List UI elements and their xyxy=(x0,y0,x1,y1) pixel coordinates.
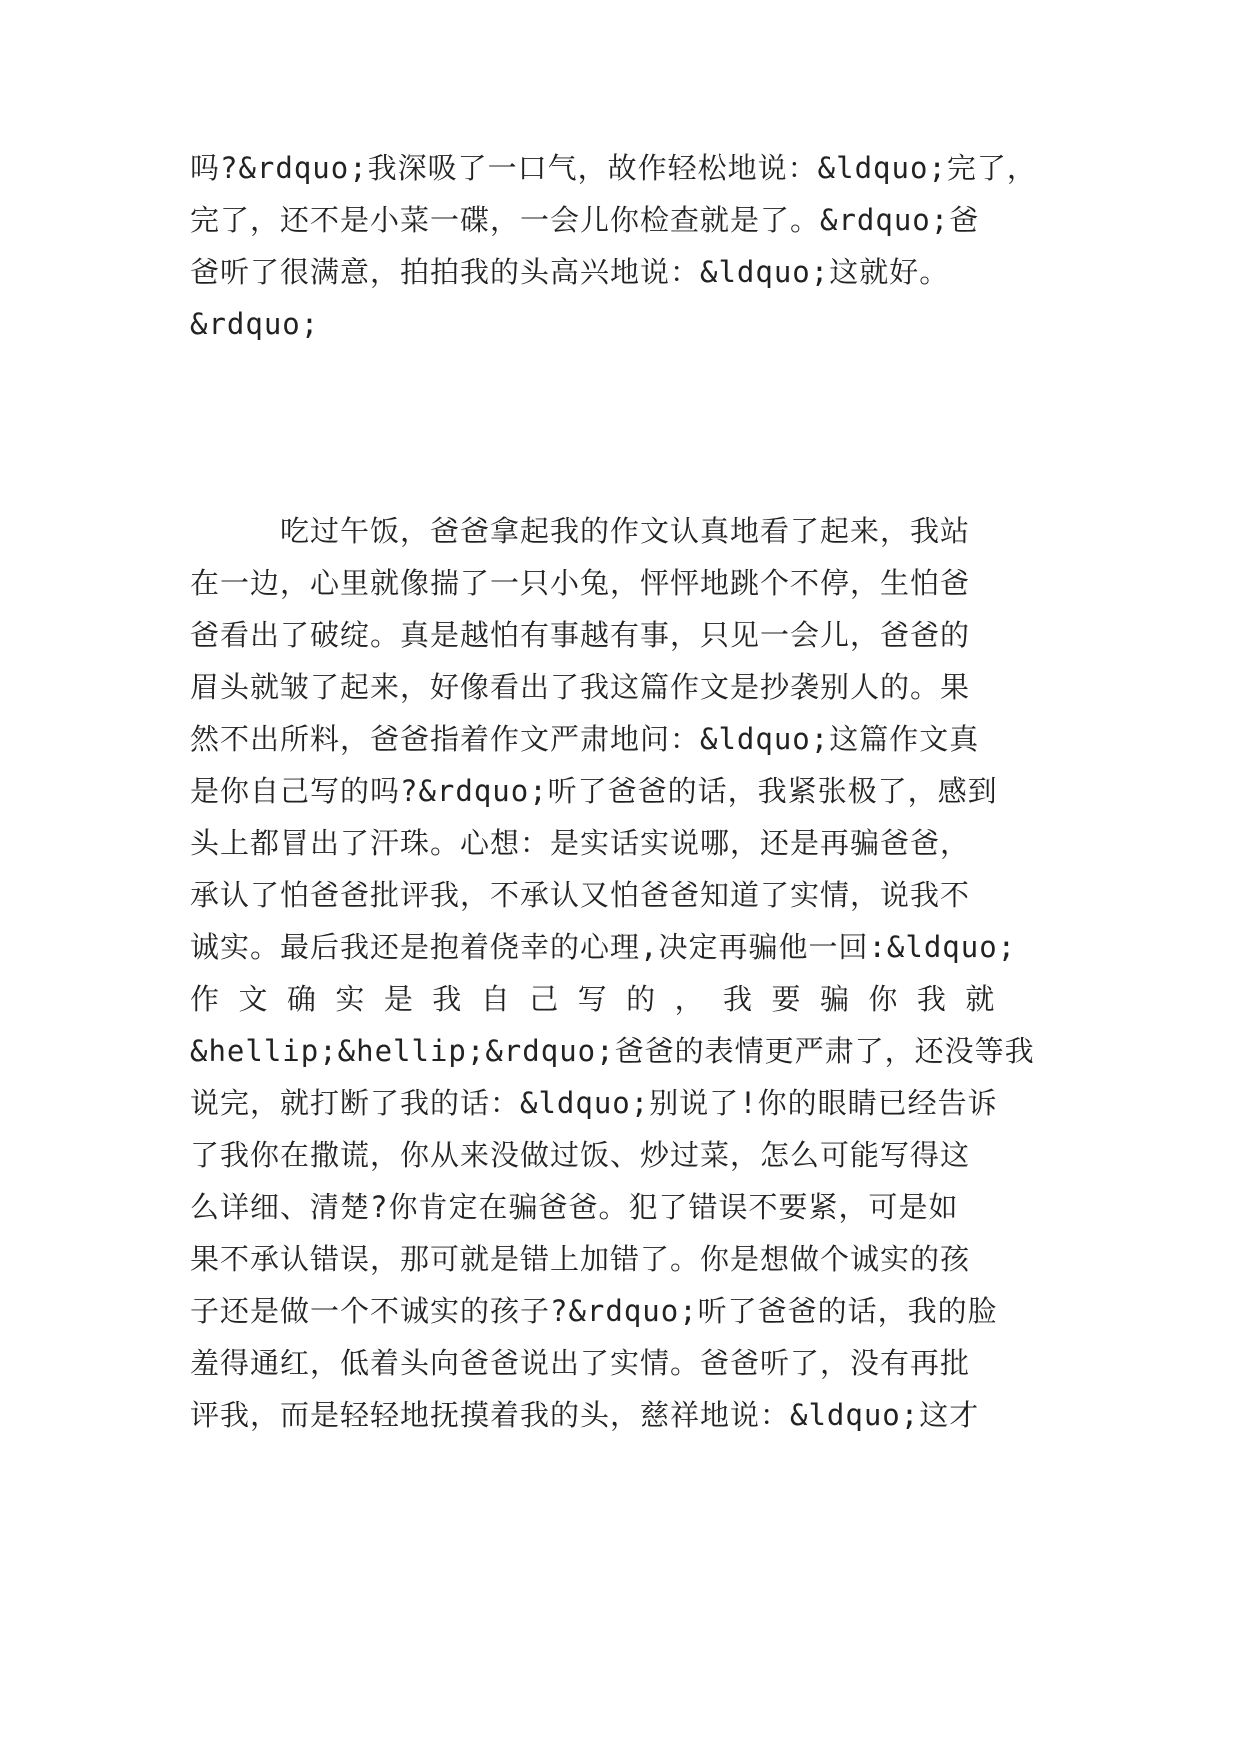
text-line: &hellip;&hellip;&rdquo;爸爸的表情更严肃了，还没等我 xyxy=(190,1034,1035,1068)
text-line: 诚实。最后我还是抱着侥幸的心理,决定再骗他一回:&ldquo; xyxy=(190,930,1017,964)
text-line: 完了，还不是小菜一碟，一会儿你检查就是了。&rdquo;爸 xyxy=(190,203,980,237)
text-line: 子还是做一个不诚实的孩子?&rdquo;听了爸爸的话，我的脸 xyxy=(190,1294,998,1328)
text-line: 承认了怕爸爸批评我，不承认又怕爸爸知道了实情，说我不 xyxy=(190,878,971,912)
text-line: 吗?&rdquo;我深吸了一口气，故作轻松地说：&ldquo;完了， xyxy=(190,151,1037,185)
text-line: 头上都冒出了汗珠。心想：是实话实说哪，还是再骗爸爸， xyxy=(190,826,971,860)
text-line: 爸看出了破绽。真是越怕有事越有事，只见一会儿，爸爸的 xyxy=(190,618,971,652)
text-line: 果不承认错误，那可就是错上加错了。你是想做个诚实的孩 xyxy=(190,1242,971,1276)
text-line: 么详细、清楚?你肯定在骗爸爸。犯了错误不要紧，可是如 xyxy=(190,1190,959,1224)
text-line: 眉头就皱了起来，好像看出了我这篇作文是抄袭别人的。果 xyxy=(190,670,971,704)
text-line: 评我，而是轻轻地抚摸着我的头，慈祥地说：&ldquo;这才 xyxy=(190,1398,980,1432)
text-line: 羞得通红，低着头向爸爸说出了实情。爸爸听了，没有再批 xyxy=(190,1346,971,1380)
text-line: &rdquo; xyxy=(190,307,320,341)
text-line: 作 文 确 实 是 我 自 己 写 的 ， 我 要 骗 你 我 就 xyxy=(190,982,996,1016)
text-line: 是你自己写的吗?&rdquo;听了爸爸的话，我紧张极了，感到 xyxy=(190,774,998,808)
text-line: 然不出所料，爸爸指着作文严肃地问：&ldquo;这篇作文真 xyxy=(190,722,980,756)
text-line: 爸听了很满意，拍拍我的头高兴地说：&ldquo;这就好。 xyxy=(190,255,950,289)
text-line: 了我你在撒谎，你从来没做过饭、炒过菜，怎么可能写得这 xyxy=(190,1138,971,1172)
text-line: 吃过午饭，爸爸拿起我的作文认真地看了起来，我站 xyxy=(190,514,971,548)
text-line: 在一边，心里就像揣了一只小兔，怦怦地跳个不停，生怕爸 xyxy=(190,566,971,600)
text-line: 说完，就打断了我的话：&ldquo;别说了!你的眼睛已经告诉 xyxy=(190,1086,998,1120)
